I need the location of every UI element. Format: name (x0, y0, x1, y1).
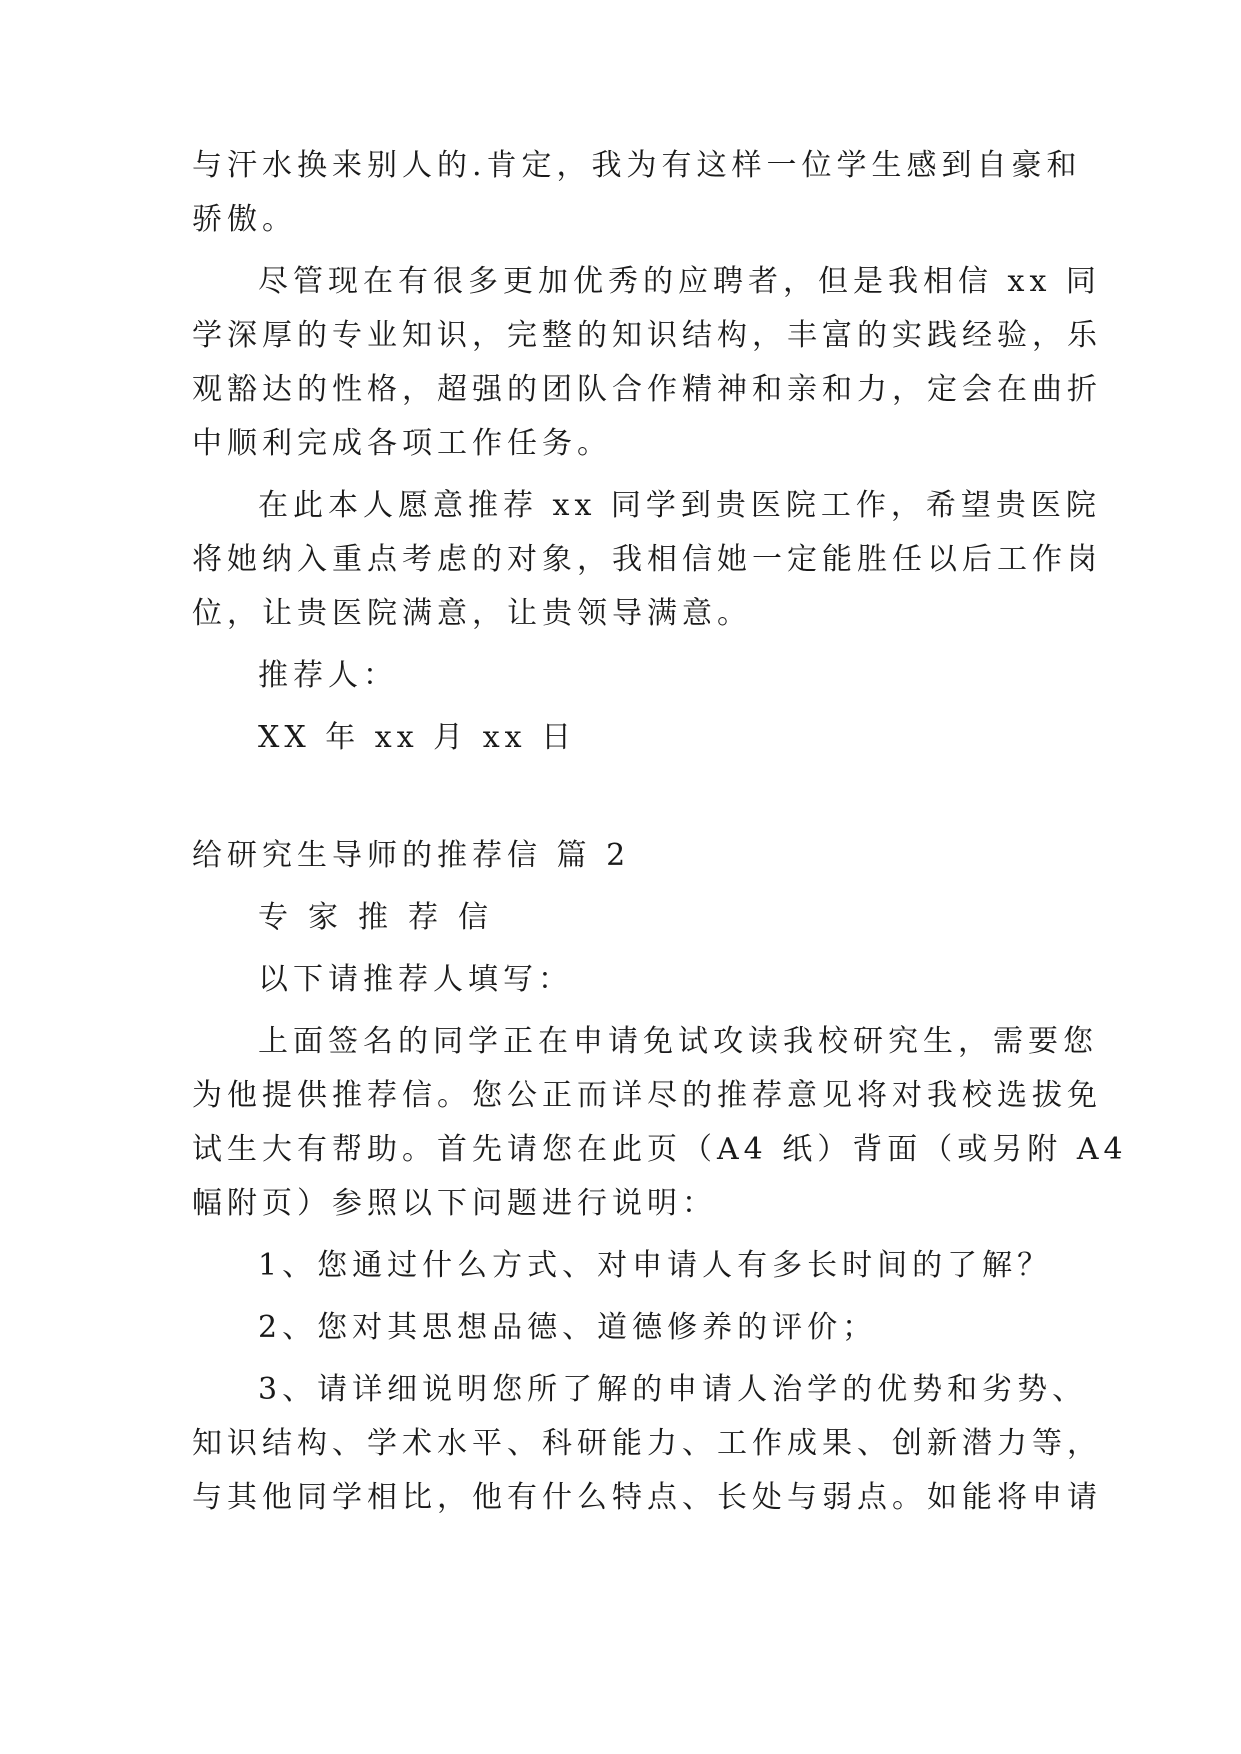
paragraph-line: 以下请推荐人填写： (258, 962, 573, 997)
signature-label: 推荐人： (258, 658, 398, 693)
paragraph-line: 与其他同学相比，他有什么特点、长处与弱点。如能将申请 (192, 1480, 1102, 1515)
question-item: 2、您对其思想品德、道德修养的评价； (258, 1310, 878, 1345)
paragraph-line: 上面签名的同学正在申请免试攻读我校研究生，需要您 (258, 1024, 1098, 1059)
section-heading: 给研究生导师的推荐信 篇 2 (192, 838, 631, 873)
paragraph-line: 为他提供推荐信。您公正而详尽的推荐意见将对我校选拔免 (192, 1078, 1102, 1113)
paragraph-line: 尽管现在有很多更加优秀的应聘者，但是我相信 xx 同 (258, 264, 1101, 299)
paragraph-line: 中顺利完成各项工作任务。 (192, 426, 612, 461)
paragraph-line: 在此本人愿意推荐 xx 同学到贵医院工作，希望贵医院 (258, 488, 1101, 523)
paragraph-line: 学深厚的专业知识，完整的知识结构，丰富的实践经验，乐 (192, 318, 1102, 353)
letter-title: 专家推荐信 (258, 900, 508, 935)
paragraph-line: 将她纳入重点考虑的对象，我相信她一定能胜任以后工作岗 (192, 542, 1102, 577)
question-item: 3、请详细说明您所了解的申请人治学的优势和劣势、 (258, 1372, 1088, 1407)
date-line: XX 年 xx 月 xx 日 (258, 720, 577, 755)
question-item: 1、您通过什么方式、对申请人有多长时间的了解？ (258, 1248, 1053, 1283)
paragraph-line: 位，让贵医院满意，让贵领导满意。 (192, 596, 752, 631)
paragraph-line: 骄傲。 (192, 202, 297, 237)
paragraph-line: 试生大有帮助。首先请您在此页（A4 纸）背面（或另附 A4 (192, 1132, 1128, 1167)
paragraph-line: 知识结构、学术水平、科研能力、工作成果、创新潜力等， (192, 1426, 1102, 1461)
paragraph-line: 幅附页）参照以下问题进行说明： (192, 1186, 717, 1221)
paragraph-line: 观豁达的性格，超强的团队合作精神和亲和力，定会在曲折 (192, 372, 1102, 407)
paragraph-line: 与汗水换来别人的.肯定，我为有这样一位学生感到自豪和 (192, 148, 1082, 183)
